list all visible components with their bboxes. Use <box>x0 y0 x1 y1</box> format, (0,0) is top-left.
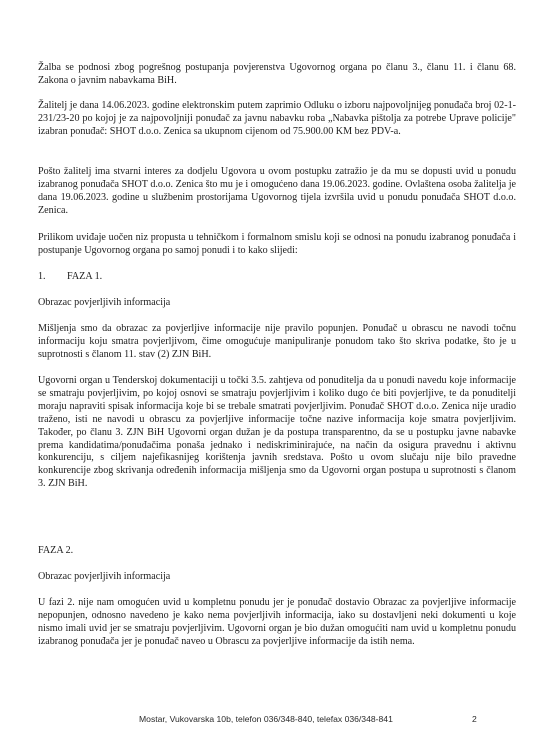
paragraph-findings-intro: Prilikom uviđaje uočen niz propusta u tehničkom i formalnom smislu koji se odnosi na ponudu izabranog ponuđača i postupanje Ugovornog organa po samoj ponudi i to kako slijedi: <box>38 232 516 256</box>
phase-2-heading: FAZA 2. <box>38 545 74 556</box>
page-number: 2 <box>472 714 477 724</box>
paragraph-inspection-request: Pošto žalitelj ima stvarni interes za dodjelu Ugovora u ovom postupku zatražio je da mu se dopusti uvid u ponudu izabranog ponuđača SHOT d.o.o. Zenica što mu je i omogućeno dana 19.06.2023. godine. Ovlaštena osoba žalitelja je dana 19.06.2023. godine u službenim prostorijama Ugovornog tijela izvršila uvid u ponudu ponuđača SHOT d.o.o. Zenica. <box>38 166 516 216</box>
footer-address: Mostar, Vukovarska 10b, telefon 036/348-840, telefax 036/348-841 <box>139 714 393 724</box>
phase-2-subheading: Obrazac povjerljivih informacija <box>38 571 171 582</box>
phase-1-subheading: Obrazac povjerljivih informacija <box>38 297 171 308</box>
phase-1-number: 1. <box>38 271 46 282</box>
paragraph-phase-2-access: U fazi 2. nije nam omogućen uvid u kompletnu ponudu jer je ponuđač dostavio Obrazac za povjerljive informacije nepopunjen, odnosno navedeno je kako nema povjerljivih informacija, iako su dostavljeni neki dokumenti u koje nismo imali uvid jer se smatraju povjerljivim. Ugovorni organ je bio dužan omogućiti nam uvid u kompletnu ponudu izabranog ponuđača jer je ponuđač naveo u Obrascu za povjerljive informacije da istih nema. <box>38 597 516 647</box>
paragraph-tender-documentation: Ugovorni organ u Tenderskoj dokumentaciji u točki 3.5. zahtjeva od ponuditelja da u ponudi navedu koje informacije se smatraju povjerljivim, po kojoj osnovi se smatraju povjerljivim i koliko dugo će biti povjerljive, te da ponuditelji moraju napraviti spisak informacija koje bi se trebale smatrati povjerljivim. Ponuđač SHOT d.o.o. Zenica nije uradio traženo, isti ne navodi u obrascu za povjerljive informacije točne nazive informacija koje smatra povjerljivim. Također, po članu 3. ZJN BiH Ugovorni organ dužan je da postupa transparentno, da se u postupku javne nabavke prema kandidatima/ponuđačima ponaša jednako i nediskriminirajuće, na način da osigura pravednu i aktivnu konkurenciju, s ciljem najefikasnijeg korištenja javnih sredstava. Pošto u ovom slučaju nije bilo pravedne konkurencije zbog skrivanja određenih informacija mišljenja smo da Ugovorni organ postupa u suprotnosti s članom 3. ZJN BiH. <box>38 375 516 490</box>
paragraph-decision-received: Žalitelj je dana 14.06.2023. godine elektronskim putem zaprimio Odluku o izboru najpovoljnijeg ponuđača broj 02-1-231/23-20 po kojoj je za najpovoljniji ponuđač za javnu nabavku roba „Nabavka pištolja za potrebe Uprave policije" izabran ponuđač: SHOT d.o.o. Zenica sa ukupnom cijenom od 75.900.00 KM bez PDV-a. <box>38 100 516 137</box>
paragraph-form-incomplete: Mišljenja smo da obrazac za povjerljive informacije nije pravilo popunjen. Ponuđač u obrascu ne navodi točnu informaciju koju smatra povjerljivom, čime omogućuje manipuliranje ponudom tako što skriva podatke, što je u suprotnosti s članom 11. stav (2) ZJN BiH. <box>38 323 516 360</box>
phase-1-label: FAZA 1. <box>67 271 103 282</box>
paragraph-complaint-basis: Žalba se podnosi zbog pogrešnog postupanja povjerenstva Ugovornog organa po članu 3., članu 11. i članu 68. Zakona o javnim nabavkama BiH. <box>38 62 516 86</box>
